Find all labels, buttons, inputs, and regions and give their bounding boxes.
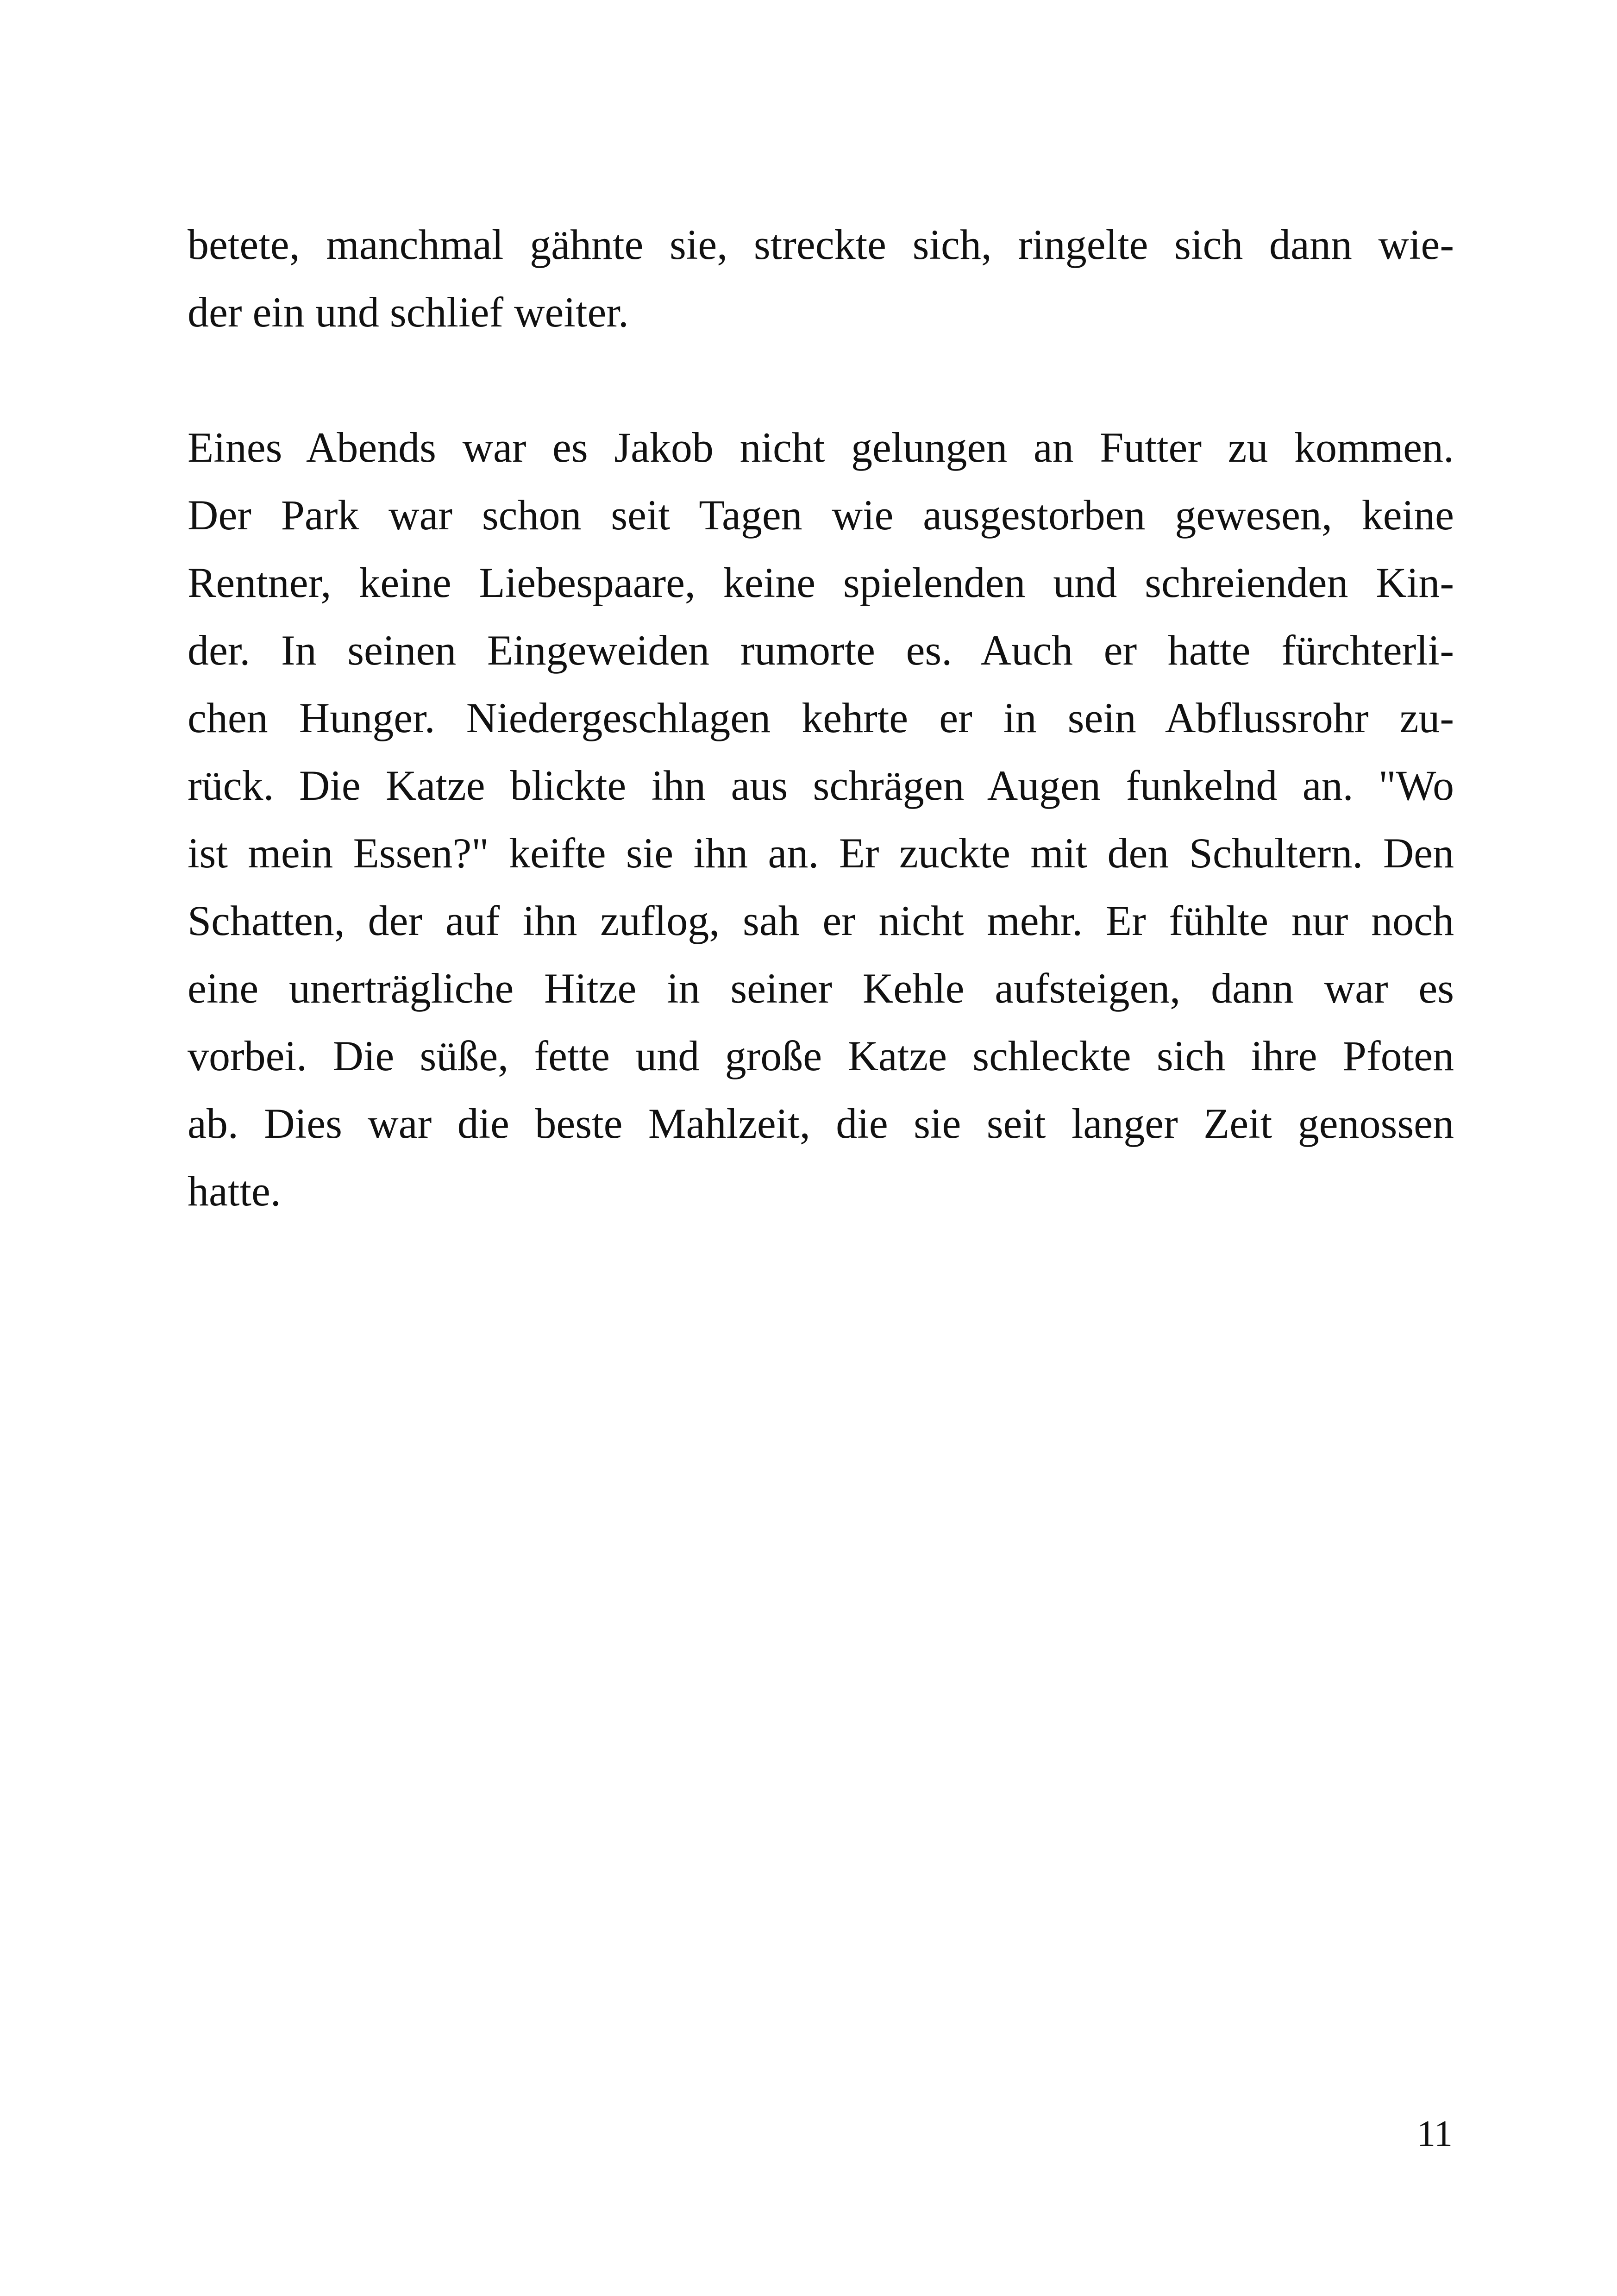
text-line: ab. Dies war die beste Mahlzeit, die sie seit langer Zeit genossen	[188, 1100, 1454, 1147]
paragraph-spacing	[188, 346, 1454, 414]
text-line: ist mein Essen?" keifte sie ihn an. Er zuckte mit den Schultern. Den	[188, 829, 1454, 877]
page-number: 11	[1416, 2114, 1453, 2154]
text-line: betete, manchmal gähnte sie, streckte sich, ringelte sich dann wie-	[188, 221, 1454, 268]
paragraph-2	[188, 414, 1454, 1225]
body-text	[188, 211, 1454, 1225]
text-line: Schatten, der auf ihn zuflog, sah er nicht mehr. Er fühlte nur noch	[188, 897, 1454, 944]
text-line: Rentner, keine Liebespaare, keine spielenden und schreienden Kin-	[188, 559, 1454, 606]
text-line: chen Hunger. Niedergeschlagen kehrte er in sein Abflussrohr zu-	[188, 694, 1454, 741]
text-line: der ein und schlief weiter.	[188, 289, 629, 336]
text-line: der. In seinen Eingeweiden rumorte es. Auch er hatte fürchterli-	[188, 627, 1454, 674]
text-line: Eines Abends war es Jakob nicht gelungen an Futter zu kommen.	[188, 424, 1454, 471]
text-line: rück. Die Katze blickte ihn aus schrägen Augen funkelnd an. "Wo	[188, 762, 1454, 809]
paragraph-1	[188, 211, 1454, 346]
text-line: Der Park war schon seit Tagen wie ausgestorben gewesen, keine	[188, 491, 1454, 539]
text-line: hatte.	[188, 1167, 281, 1215]
text-line: vorbei. Die süße, fette und große Katze schleckte sich ihre Pfoten	[188, 1032, 1454, 1079]
text-line: eine unerträgliche Hitze in seiner Kehle aufsteigen, dann war es	[188, 965, 1454, 1012]
